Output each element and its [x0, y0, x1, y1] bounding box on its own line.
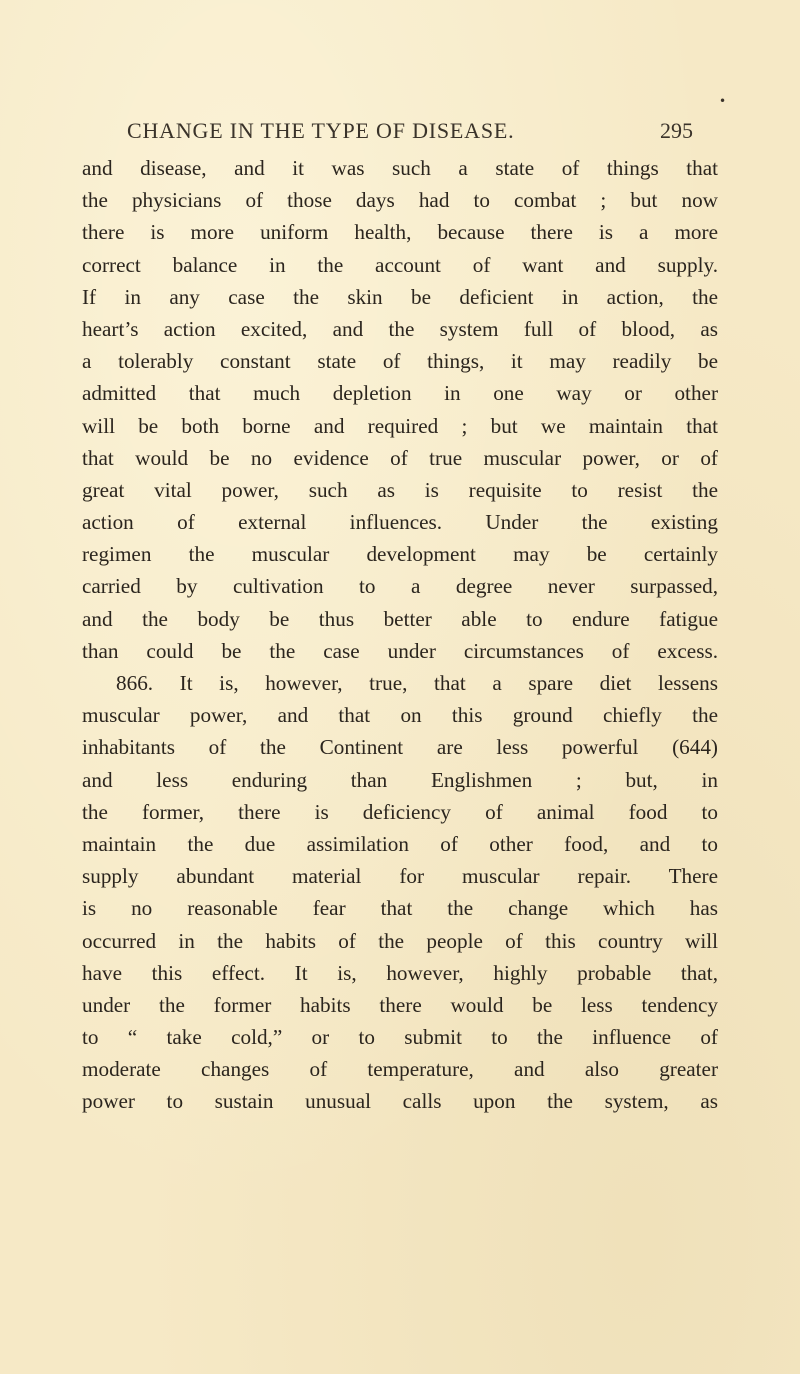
corner-mark: •: [719, 94, 727, 108]
text-line: If in any case the skin be deficient in action, the: [82, 284, 718, 309]
text-line: than could be the case under circumstances of excess.: [82, 638, 718, 663]
text-line: muscular power, and that on this ground chiefly the: [82, 703, 718, 728]
text-line: heart’s action excited, and the system full of blood, as: [82, 316, 718, 341]
text-line: and less enduring than Englishmen ; but, in: [82, 767, 718, 792]
text-line: to “ take cold,” or to submit to the influence of: [82, 1025, 718, 1050]
text-line: supply abundant material for muscular repair. There: [82, 864, 718, 889]
text-line: inhabitants of the Continent are less powerful (644): [82, 735, 718, 760]
text-line: is no reasonable fear that the change which has: [82, 896, 718, 921]
text-line: a tolerably constant state of things, it may readily be: [82, 349, 718, 374]
text-line: will be both borne and required ; but we maintain that: [82, 413, 718, 438]
text-line: the physicians of those days had to combat ; but now: [82, 188, 718, 213]
text-line: the former, there is deficiency of animal food to: [82, 799, 718, 824]
text-line: admitted that much depletion in one way or other: [82, 381, 718, 406]
text-line: correct balance in the account of want and supply.: [82, 252, 718, 277]
text-line: action of external influences. Under the existing: [82, 510, 718, 535]
running-head: [0, 118, 800, 148]
text-line: have this effect. It is, however, highly probable that,: [82, 960, 718, 985]
text-line: regimen the muscular development may be certainly: [82, 542, 718, 567]
text-line: and disease, and it was such a state of things that: [82, 156, 718, 180]
text-line: maintain the due assimilation of other food, and to: [82, 831, 718, 856]
body-text: [82, 152, 718, 1118]
text-line: moderate changes of temperature, and also greater: [82, 1057, 718, 1082]
text-line: occurred in the habits of the people of this country will: [82, 928, 718, 953]
text-line: and the body be thus better able to endure fatigue: [82, 606, 718, 631]
paragraph-start-line: 866. It is, however, true, that a spare diet lessens: [116, 671, 718, 695]
text-line: there is more uniform health, because there is a more: [82, 220, 718, 245]
text-line: under the former habits there would be less tendency: [82, 992, 718, 1017]
text-line: great vital power, such as is requisite to resist the: [82, 477, 718, 502]
page-number: 295: [660, 118, 693, 143]
text-line: carried by cultivation to a degree never surpassed,: [82, 574, 718, 599]
running-title: CHANGE IN THE TYPE OF DISEASE.: [127, 118, 515, 143]
text-line: that would be no evidence of true muscular power, or of: [82, 445, 718, 470]
text-line: power to sustain unusual calls upon the system, as: [82, 1089, 718, 1114]
